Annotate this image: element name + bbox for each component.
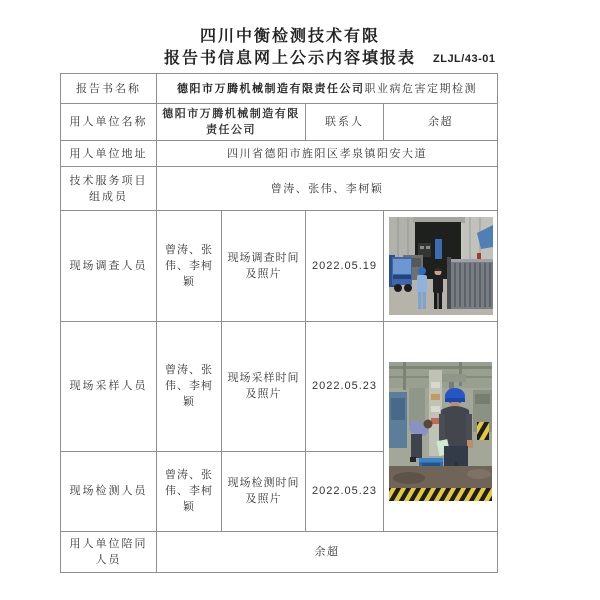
team-value: 曾涛、张伟、李柯颖 — [157, 167, 498, 211]
row-escort — [61, 532, 498, 573]
employer-address-value: 四川省德阳市旌阳区孝泉镇阳安大道 — [157, 141, 498, 167]
survey-time-label: 现场调查时间及照片 — [222, 211, 306, 322]
row-employer-address — [61, 141, 498, 167]
document-code: ZLJL/43-01 — [433, 53, 496, 65]
survey-date: 2022.05.19 — [306, 211, 384, 322]
report-name-suffix: 职业病危害定期检测 — [364, 82, 477, 95]
row-team — [61, 167, 498, 211]
testing-names: 曾涛、张伟、李柯颖 — [157, 451, 222, 531]
survey-photo-cell — [384, 211, 498, 322]
sampling-label: 现场采样人员 — [61, 322, 157, 452]
testing-label: 现场检测人员 — [61, 451, 157, 531]
sampling-time-label: 现场采样时间及照片 — [222, 322, 306, 452]
employer-name-value: 德阳市万腾机械制造有限责任公司 — [157, 104, 306, 141]
testing-date: 2022.05.23 — [306, 451, 384, 531]
employer-address-label: 用人单位地址 — [61, 141, 157, 167]
sampling-photo-cell — [384, 322, 498, 532]
escort-label: 用人单位陪同人员 — [61, 532, 157, 573]
page-title-line1: 四川中衡检测技术有限 — [199, 28, 380, 45]
page-title-line2: 报告书信息网上公示内容填报表 — [163, 50, 416, 67]
sampling-names: 曾涛、张伟、李柯颖 — [157, 322, 222, 452]
row-report-name — [61, 74, 498, 104]
row-sampling — [61, 322, 498, 452]
sampling-date: 2022.05.23 — [306, 322, 384, 452]
report-name-company: 德阳市万腾机械制造有限责任公司 — [177, 82, 365, 95]
row-employer-name — [61, 104, 498, 141]
escort-value: 余超 — [157, 532, 498, 573]
workshop-sampling-photo — [389, 362, 492, 501]
contact-value: 余超 — [384, 104, 498, 141]
site-survey-photo — [389, 217, 493, 315]
report-name-label: 报告书名称 — [61, 74, 157, 104]
survey-label: 现场调查人员 — [61, 211, 157, 322]
report-info-table — [60, 73, 498, 573]
row-survey — [61, 211, 498, 322]
contact-label: 联系人 — [306, 104, 384, 141]
report-name-value — [157, 74, 498, 104]
testing-time-label: 现场检测时间及照片 — [222, 451, 306, 531]
team-label: 技术服务项目组成员 — [61, 167, 157, 211]
survey-names: 曾涛、张伟、李柯颖 — [157, 211, 222, 322]
employer-name-label: 用人单位名称 — [61, 104, 157, 141]
